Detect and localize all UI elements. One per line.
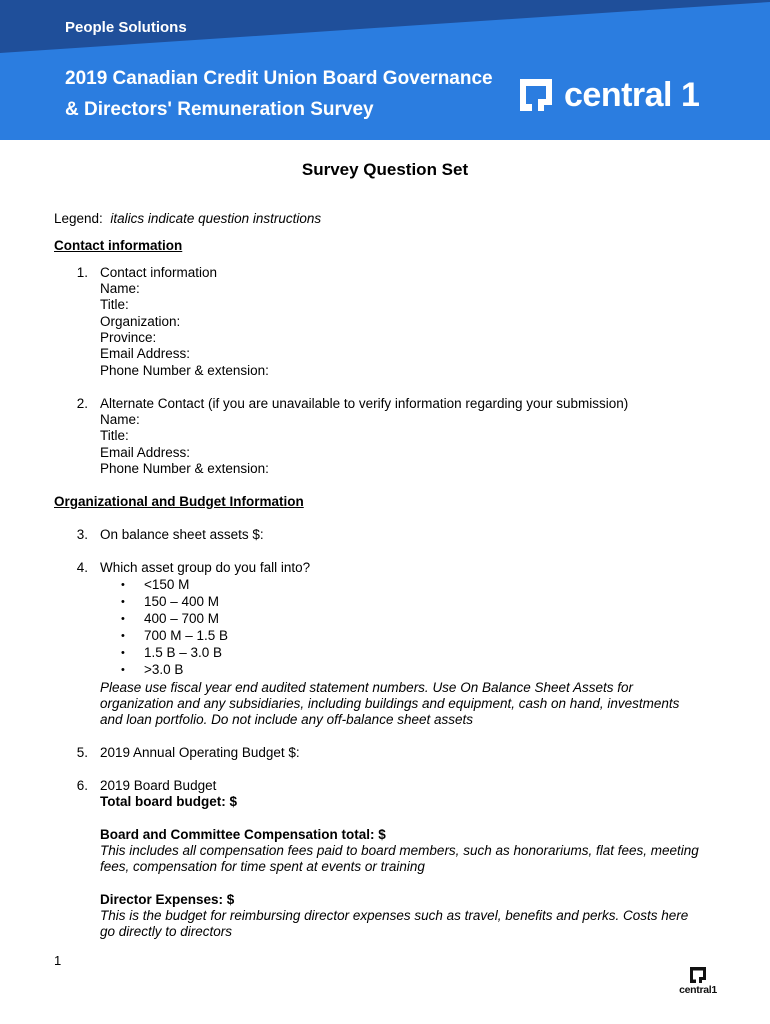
section-heading-organizational: Organizational and Budget Information bbox=[54, 494, 304, 509]
legend bbox=[54, 211, 321, 227]
question-number: 2. bbox=[76, 396, 88, 411]
page-title: Survey Question Set bbox=[301, 160, 469, 179]
field-label: Phone Number & extension: bbox=[100, 461, 269, 476]
brand-name: central 1 bbox=[564, 76, 700, 114]
bullet-icon: • bbox=[121, 579, 125, 591]
central1-mark-icon bbox=[689, 967, 707, 983]
bullet-icon: • bbox=[121, 596, 125, 608]
compensation-label: Board and Committee Compensation total: $ bbox=[100, 827, 386, 842]
page-number: 1 bbox=[54, 953, 62, 968]
question-number: 6. bbox=[76, 778, 88, 793]
field-label: Phone Number & extension: bbox=[100, 363, 269, 378]
bullet-icon: • bbox=[121, 664, 125, 676]
field-label: Name: bbox=[100, 412, 140, 427]
bullet-icon: • bbox=[121, 613, 125, 625]
bullet-icon: • bbox=[121, 647, 125, 659]
field-label: Organization: bbox=[100, 314, 181, 329]
option-item: 400 – 700 M bbox=[144, 611, 220, 626]
central1-mark-icon bbox=[518, 79, 554, 111]
legend-text: italics indicate question instructions bbox=[110, 211, 322, 226]
instruction-text: This includes all compensation fees paid to board members, such as honorariums, flat fees, meeting bbox=[100, 843, 699, 858]
instruction-text: organization and any subsidiaries, including buildings and equipment, cash on hand, investments bbox=[100, 696, 680, 711]
option-item: >3.0 B bbox=[144, 662, 184, 677]
question-text: Alternate Contact (if you are unavailable to verify information regarding your submission) bbox=[100, 396, 629, 411]
field-label: Title: bbox=[100, 297, 129, 312]
section-heading-contact: Contact information bbox=[54, 238, 183, 253]
option-item: 700 M – 1.5 B bbox=[144, 628, 229, 643]
instruction-text: This is the budget for reimbursing director expenses such as travel, benefits and perks. Costs here bbox=[100, 908, 689, 923]
bullet-icon: • bbox=[121, 630, 125, 642]
question-text: Which asset group do you fall into? bbox=[100, 560, 311, 575]
field-label: Name: bbox=[100, 281, 140, 296]
field-label: Email Address: bbox=[100, 346, 191, 361]
field-label: Title: bbox=[100, 428, 129, 443]
legend-label: Legend: bbox=[54, 211, 103, 226]
question-text: Contact information bbox=[100, 265, 218, 280]
field-label: Province: bbox=[100, 330, 157, 345]
survey-title-line-2: & Directors' Remuneration Survey bbox=[65, 99, 374, 120]
question-number: 4. bbox=[76, 560, 88, 575]
instruction-text: go directly to directors bbox=[100, 924, 233, 939]
director-expenses-label: Director Expenses: $ bbox=[100, 892, 235, 907]
instruction-text: and loan portfolio. Do not include any off-balance sheet assets bbox=[100, 712, 473, 727]
option-item: 1.5 B – 3.0 B bbox=[144, 645, 223, 660]
central1-logo bbox=[518, 77, 699, 113]
footer-logo bbox=[676, 967, 720, 996]
question-number: 3. bbox=[76, 527, 88, 542]
option-item: <150 M bbox=[144, 577, 190, 592]
question-text: 2019 Annual Operating Budget $: bbox=[100, 745, 300, 760]
question-text: On balance sheet assets $: bbox=[100, 527, 264, 542]
question-number: 5. bbox=[76, 745, 88, 760]
option-item: 150 – 400 M bbox=[144, 594, 220, 609]
instruction-text: Please use fiscal year end audited statement numbers. Use On Balance Sheet Assets for bbox=[100, 680, 634, 695]
total-budget-label: Total board budget: $ bbox=[100, 794, 237, 809]
instruction-text: fees, compensation for time spent at events or training bbox=[100, 859, 425, 874]
survey-title-line-1: 2019 Canadian Credit Union Board Governance bbox=[65, 68, 493, 89]
section-label: People Solutions bbox=[65, 19, 187, 36]
question-text: 2019 Board Budget bbox=[100, 778, 217, 793]
field-label: Email Address: bbox=[100, 445, 191, 460]
question-number: 1. bbox=[76, 265, 88, 280]
footer-brand-name: central1 bbox=[679, 984, 717, 996]
